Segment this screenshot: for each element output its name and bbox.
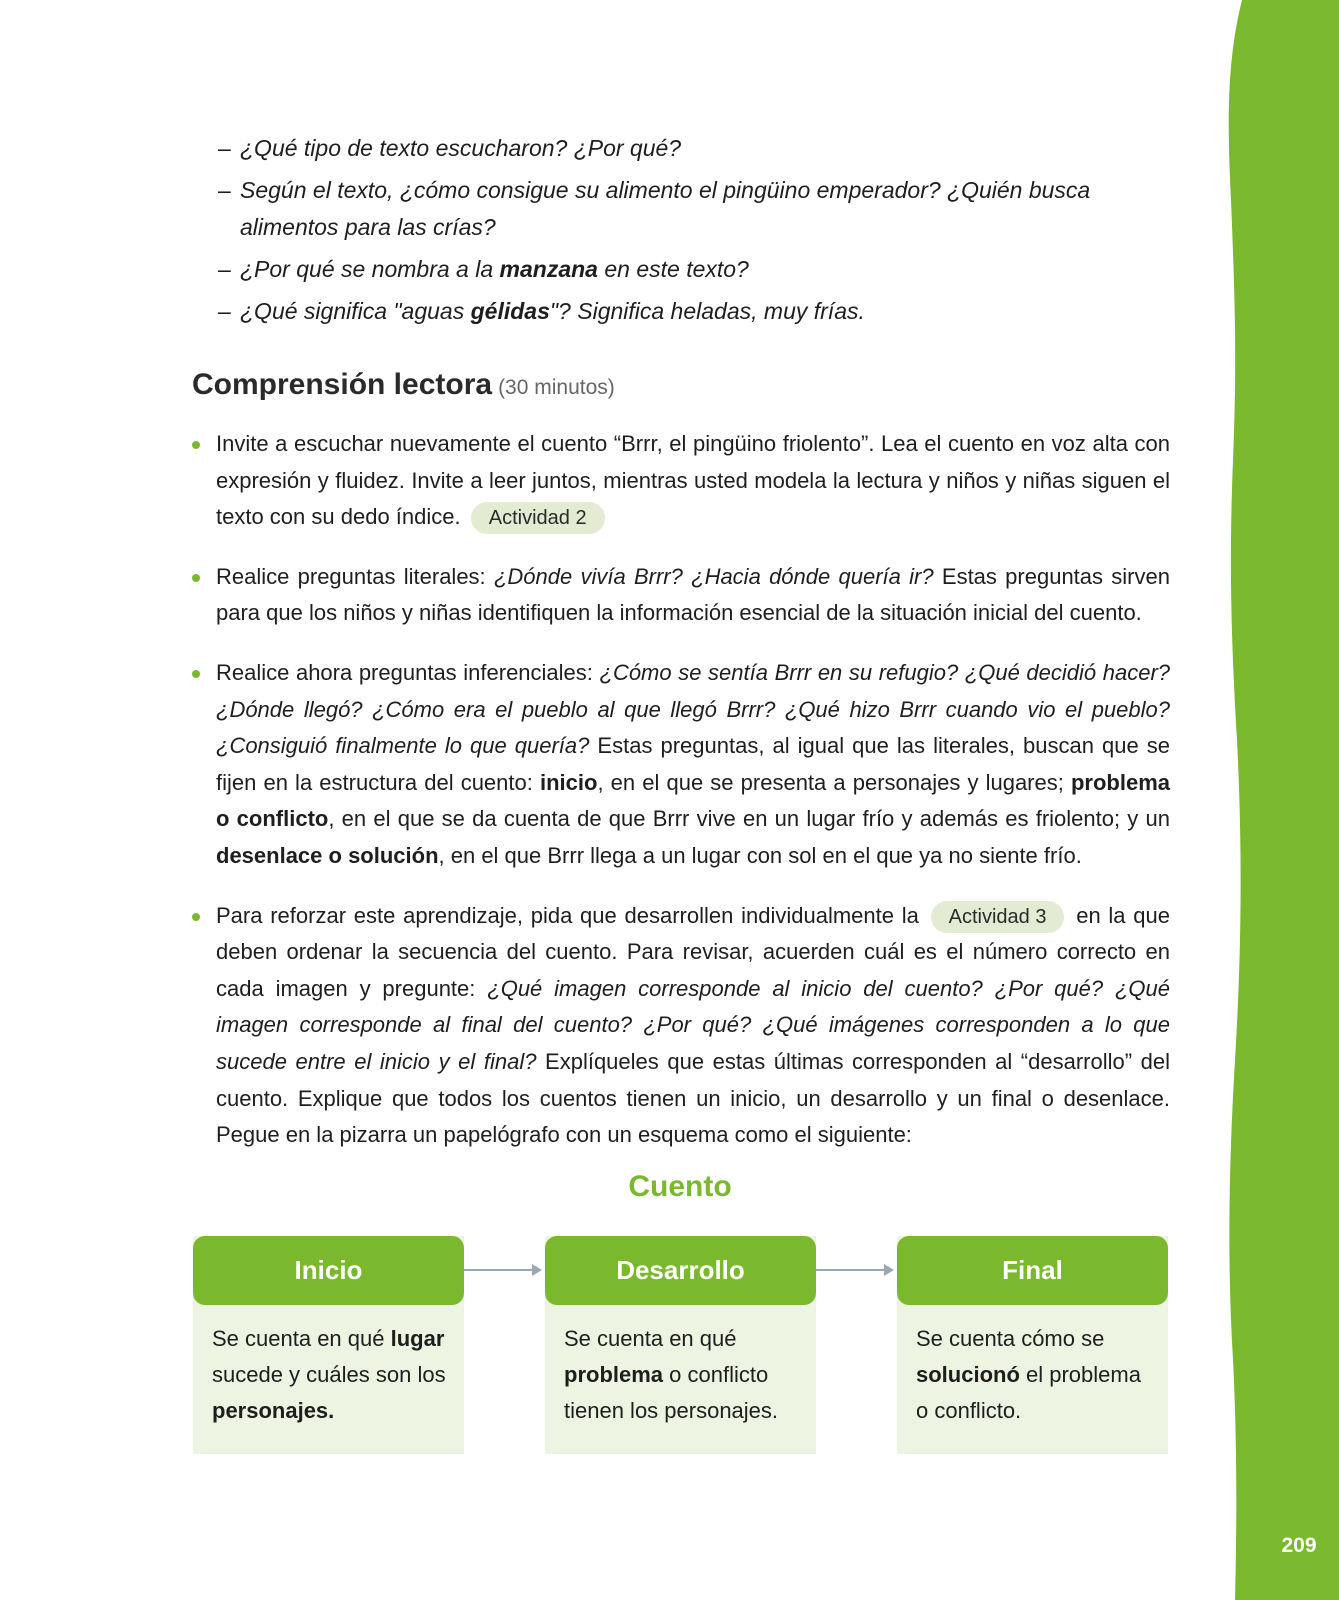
box-description [193, 1305, 464, 1429]
instruction-italic: ¿Dónde vivía Brrr? ¿Hacia dónde quería ir? [493, 563, 934, 589]
side-band [1227, 0, 1339, 1600]
instruction-item [192, 559, 1170, 632]
instruction-item [192, 898, 1170, 1154]
dash-marker: – [218, 298, 231, 324]
question-item [218, 172, 1168, 246]
instruction-bold: desenlace o solución [216, 842, 439, 868]
bullet-dot-icon [192, 441, 200, 449]
question-text: ¿Por qué se nombra a la [240, 256, 500, 282]
box-bold: lugar [390, 1326, 445, 1351]
section-duration: (30 minutos) [498, 376, 615, 399]
box-text: el problema o conflicto. [916, 1362, 1141, 1423]
instruction-text: Estas preguntas, al igual que las literales, buscan que se fijen en la estructura del cuento: [216, 733, 1170, 795]
dash-marker: – [218, 177, 231, 203]
activity-badge: Actividad 2 [471, 502, 605, 534]
instruction-text: Realice ahora preguntas inferenciales: [216, 659, 600, 685]
box-description [545, 1305, 816, 1429]
question-bold: manzana [499, 256, 598, 282]
question-text: "? Significa heladas, muy frías. [549, 298, 865, 324]
box-text: Se cuenta en qué [212, 1326, 391, 1351]
bullet-dot-icon [192, 574, 200, 582]
question-item [218, 251, 1168, 288]
diagram-box-final [897, 1236, 1168, 1454]
instruction-text: , en el que se presenta a personajes y lugares; [597, 769, 1071, 795]
instruction-text: , en el que Brrr llega a un lugar con sol en el que ya no siente frío. [438, 842, 1082, 868]
box-description [897, 1305, 1168, 1429]
box-text: o conflicto tienen los personajes. [564, 1362, 779, 1423]
box-text: Se cuenta cómo se [916, 1326, 1105, 1351]
box-bold: solucionó [916, 1362, 1020, 1387]
dash-marker: – [218, 135, 231, 161]
box-heading: Final [897, 1236, 1168, 1305]
diagram-title: Cuento [628, 1170, 732, 1203]
section-title-text: Comprensión lectora [192, 368, 493, 401]
instruction-text: Explíqueles que estas últimas corresponden al “desarrollo” del cuento. Explique que todos los cuentos tienen un inicio, un desarrollo y un final o desenlace. Pegue en la pizarra un papelógrafo con un esquema como el siguiente: [216, 1048, 1170, 1148]
instruction-text: , en el que se da cuenta de que Brrr vive en un lugar frío y además es friolento; y un [328, 806, 1171, 832]
activity-badge: Actividad 3 [931, 901, 1065, 933]
box-heading: Desarrollo [545, 1236, 816, 1305]
instruction-item [192, 655, 1170, 875]
bullet-dot-icon [192, 913, 200, 921]
instruction-text: en la que deben ordenar la secuencia del cuento. Para revisar, acuerden cuál es el número correcto en cada imagen y pregunte: [216, 902, 1171, 1001]
box-text: sucede y cuáles son los [212, 1362, 446, 1387]
page-number: 209 [1281, 1534, 1317, 1557]
question-text: ¿Qué significa "aguas [240, 298, 471, 324]
question-item [218, 130, 1168, 167]
arrow-right-icon [816, 1261, 896, 1279]
instruction-bold: inicio [539, 769, 598, 795]
question-text: en este texto? [597, 256, 749, 282]
question-text: ¿Qué tipo de texto escucharon? ¿Por qué? [240, 135, 682, 161]
bullet-dot-icon [192, 670, 200, 678]
arrow-right-icon [464, 1261, 544, 1279]
question-item [218, 293, 1168, 330]
box-heading: Inicio [193, 1236, 464, 1305]
instruction-text: Estas preguntas sirven para que los niños y niñas identifiquen la información esencial de la situación inicial del cuento. [216, 563, 1170, 626]
box-bold: personajes. [212, 1398, 335, 1423]
instruction-list [192, 426, 1170, 1177]
diagram-box-desarrollo [545, 1236, 816, 1454]
instruction-text: Invite a escuchar nuevamente el cuento “Brrr, el pingüino friolento”. Lea el cuento en voz alta con expresión y fluidez. Invite a leer juntos, mientras usted modela la lectura y niños y niñas siguen el texto con su dedo índice. [216, 431, 1170, 530]
instruction-italic: ¿Cómo se sentía Brrr en su refugio? ¿Qué decidió hacer? ¿Dónde llegó? ¿Cómo era el pueblo al que llegó Brrr? ¿Qué hizo Brrr cuando vio el pueblo? ¿Consiguió finalmente lo que quería? [216, 659, 1171, 759]
box-bold: problema [564, 1362, 664, 1387]
section-title [192, 368, 615, 402]
instruction-text: Realice preguntas literales: [216, 563, 494, 589]
box-text: Se cuenta en qué [564, 1326, 737, 1351]
diagram-box-inicio [193, 1236, 464, 1454]
instruction-bold: problema o conflicto [216, 769, 1171, 832]
question-list [218, 130, 1168, 335]
question-text: Según el texto, ¿cómo consigue su alimento el pingüino emperador? ¿Quién busca alimentos para las crías? [240, 177, 1091, 240]
question-bold: gélidas [470, 298, 550, 324]
instruction-item [192, 426, 1170, 536]
instruction-text: Para reforzar este aprendizaje, pida que desarrollen individualmente la [216, 902, 927, 928]
instruction-italic: ¿Qué imagen corresponde al inicio del cuento? ¿Por qué? ¿Qué imagen corresponde al final del cuento? ¿Por qué? ¿Qué imágenes corresponden a lo que sucede entre el inicio y el final? [216, 975, 1171, 1074]
dash-marker: – [218, 256, 231, 282]
